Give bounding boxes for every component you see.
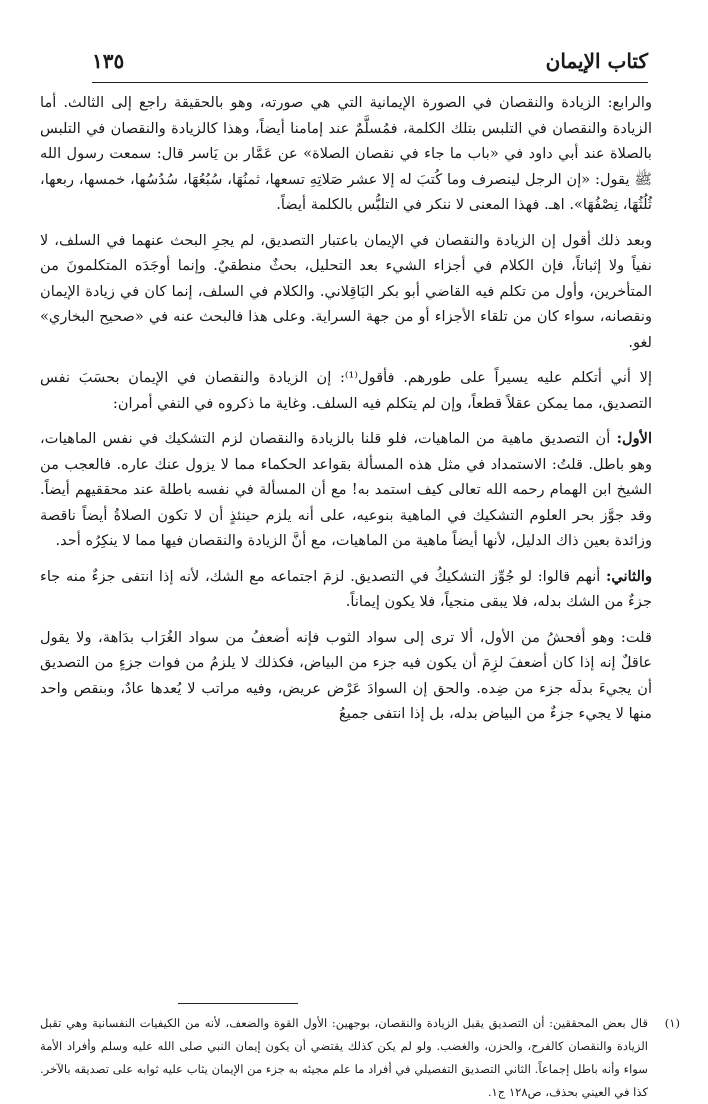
paragraph-text: أن التصديق ماهية من الماهيات، فلو قلنا بالزيادة والنقصان لزم التشكيك في نفس الماهيات، وهو باطل. قلتُ: الاستمداد في مثل هذه المسألة بقواعد الحكماء مما لا يزول عنك عاره. فالعجب من الشيخ ابن الهمام رحمه الله تعالى كيف استمد به! مع أن المسألة في نفسه باطلة عند محققيهم أيضاً. وقد جوَّز بحر العلوم التشكيك في الماهية بنوعيه، على أنه يلزم حينئذٍ أن لا تكون الصلاةُ أيضاً ناقصة وزائدة بعين ذاك الدليل، لأنها أيضاً ماهية من الماهيات، مع أنَّ الزيادة والنقصان فيها مما لا ينكِرُه أحد. <box>40 430 652 549</box>
paragraph-lead: الأول: <box>616 430 652 447</box>
paragraph <box>40 90 652 218</box>
paragraph-text: إلا أني أتكلم عليه يسيراً على طورهم. فأقول⁽¹⁾: إن الزيادة والنقصان في الإيمان بحسَبَ نفس التصديق، مما يمكن عقلاً قطعاً، وإن لم يتكلم فيه السلف. وغاية ما ذكروه في النفي أمران: <box>40 369 652 412</box>
paragraph <box>40 426 652 554</box>
paragraph <box>40 228 652 356</box>
footnote-text: قال بعض المحققين: أن التصديق يقبل الزيادة والنقصان، بوجهين: الأول القوة والضعف، لأنه من الكيفيات النفسانية وهي تقبل الزيادة والنقصان كالفرح، والحزن، والغضب. ولو لم يكن كذلك يقتضي أن يكون إيمان النبي صلى الله عليه وسلم وأفراد الأمة سواء وأنه باطل إجماعاً. الثاني التصديق التفصيلي في أفراد ما علم مجيئه به جزء من الإيمان يثاب عليه ثوابه على تصديقه بالآخر. كذا في العيني بحذف، ص١٢٨ ج١. <box>40 1016 648 1099</box>
footnote <box>40 1012 680 1104</box>
paragraph <box>40 365 652 416</box>
running-header <box>92 40 648 83</box>
chapter-title: كتاب الإيمان <box>545 49 648 73</box>
paragraph-text: أنهم قالوا: لو جُوِّز التشكيكُ في التصديق. لزمَ اجتماعه مع الشك، لأنه إذا انتفى جزءٌ منه جاء جزءٌ من الشك بدله، فلا يبقى منجياً، فلا يكون إيماناً. <box>40 567 652 610</box>
paragraph-text: قلت: وهو أفحشُ من الأول، ألا ترى إلى سواد الثوب فإنه أضعفُ من سواد الغُرَاب بدَاهة، ولا يقول عاقلٌ إنه إذا كان أضعفَ لزِمَ أن يكون فيه جزء من البياض، فكذلك لا يلزمُ من فوات جزءٍ من التصديق أن يجيءَ بدلَه جزء من ضِده. والحق إن السوادَ عَرْض عريض، وفيه مراتب لا يُعدها عادٌ، وبنقص واحد منها لا يجيء جزءٌ من البياض بدله، بل إذا انتفى جميعُ <box>40 628 652 722</box>
paragraph-text: وبعد ذلك أقول إن الزيادة والنقصان في الإيمان باعتبار التصديق، لم يجرِ البحث عنهما في السلف، لا نفياً ولا إثباتاً، فإن الكلام في أجزاء الشيء بعد التحليل، بحثٌ منطقيٌ. وإنما أوجَدَه المتكلمونَ من المتأخرين، وأول من تكلم فيه القاضي أبو بكر البَاقِلاني. والكلام في السلف، إنما كان في زيادة الإيمان ونقصانه، سواء كان من تلقاء الأجزاء أو من جهة السراية. وعلى هذا فالبحث عنه في «صحيح البخاري» لغو. <box>40 231 652 351</box>
paragraph <box>40 564 652 615</box>
paragraph-text: والرابع: الزيادة والنقصان في الصورة الإيمانية التي هي صورته، وهو بالحقيقة راجع إلى الثالث. أما الزيادة والنقصان في التلبس بتلك الكلمة، فمُسلَّمٌ عند إمامنا أيضاً، وهذا كالزيادة والنقصان في التلبس بالصلاة عند أبي داود في «باب ما جاء في نقصان الصلاة» عن عَمَّار بن يَاسر قال: سمعت رسول الله ﷺ يقول: «إن الرجل لينصرف وما كُتبَ له إلا عشر صَلاتِهِ تسعها، ثمنُهَا، سُبُعُهَا، سُدُسُها، خمسها، ربعها، ثُلُثُهَا، نِصْفُهَا». اهـ. فهذا المعنى لا ننكر في التلبُّس بالكلمة أيضاً. <box>40 94 652 213</box>
main-text <box>40 90 652 787</box>
paragraph <box>40 625 652 727</box>
page-number: ١٣٥ <box>92 49 125 73</box>
paragraph-lead: والثاني: <box>605 567 652 585</box>
footnote-separator <box>178 1003 298 1004</box>
footnote-number: (١) <box>664 1016 680 1030</box>
